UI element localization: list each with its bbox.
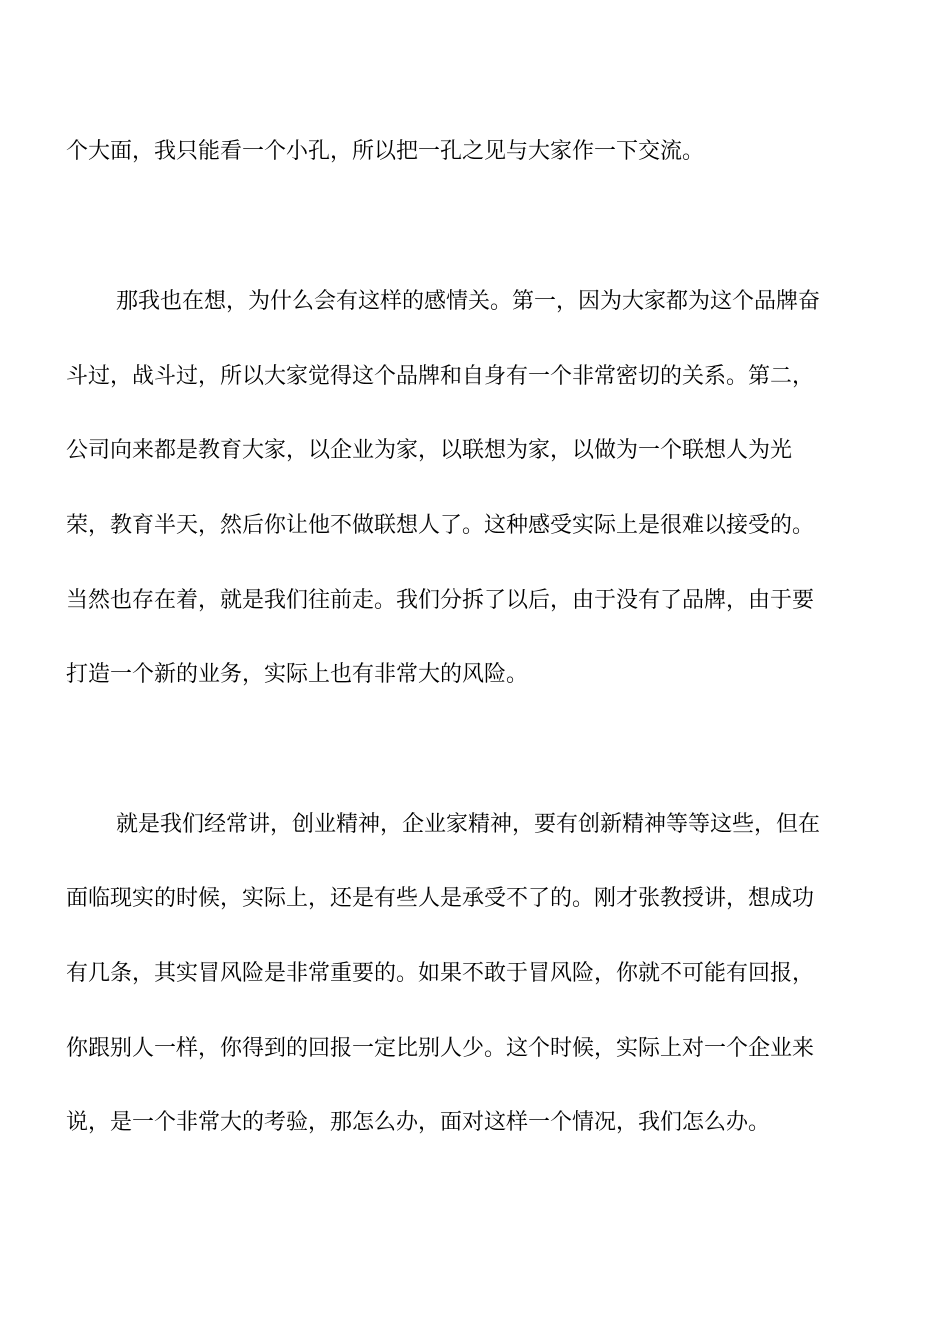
paragraph-3-line-3: 有几条，其实冒风险是非常重要的。如果不敢于冒风险，你就不可能有回报， — [66, 961, 815, 986]
paragraph-3-line-5: 说，是一个非常大的考验，那怎么办，面对这样一个情况，我们怎么办。 — [66, 1110, 771, 1135]
paragraph-2-line-3: 公司向来都是教育大家，以企业为家，以联想为家，以做为一个联想人为光 — [66, 438, 793, 463]
paragraph-2-line-2: 斗过，战斗过，所以大家觉得这个品牌和自身有一个非常密切的关系。第二， — [66, 364, 815, 389]
paragraph-3-line-1: 就是我们经常讲，创业精神，企业家精神，要有创新精神等等这些，但在 — [116, 812, 821, 837]
paragraph-2-line-5: 当然也存在着，就是我们往前走。我们分拆了以后，由于没有了品牌，由于要 — [66, 588, 815, 613]
paragraph-2-line-4: 荣，教育半天，然后你让他不做联想人了。这种感受实际上是很难以接受的。 — [66, 513, 815, 538]
paragraph-3-line-2: 面临现实的时候，实际上，还是有些人是承受不了的。刚才张教授讲，想成功 — [66, 886, 815, 911]
paragraph-2-line-1: 那我也在想，为什么会有这样的感情关。第一，因为大家都为这个品牌奋 — [116, 289, 821, 314]
paragraph-2-line-6: 打造一个新的业务，实际上也有非常大的风险。 — [66, 662, 529, 687]
paragraph-3-line-4: 你跟别人一样，你得到的回报一定比别人少。这个时候，实际上对一个企业来 — [66, 1036, 815, 1061]
paragraph-1-line-1: 个大面，我只能看一个小孔，所以把一孔之见与大家作一下交流。 — [66, 139, 705, 164]
